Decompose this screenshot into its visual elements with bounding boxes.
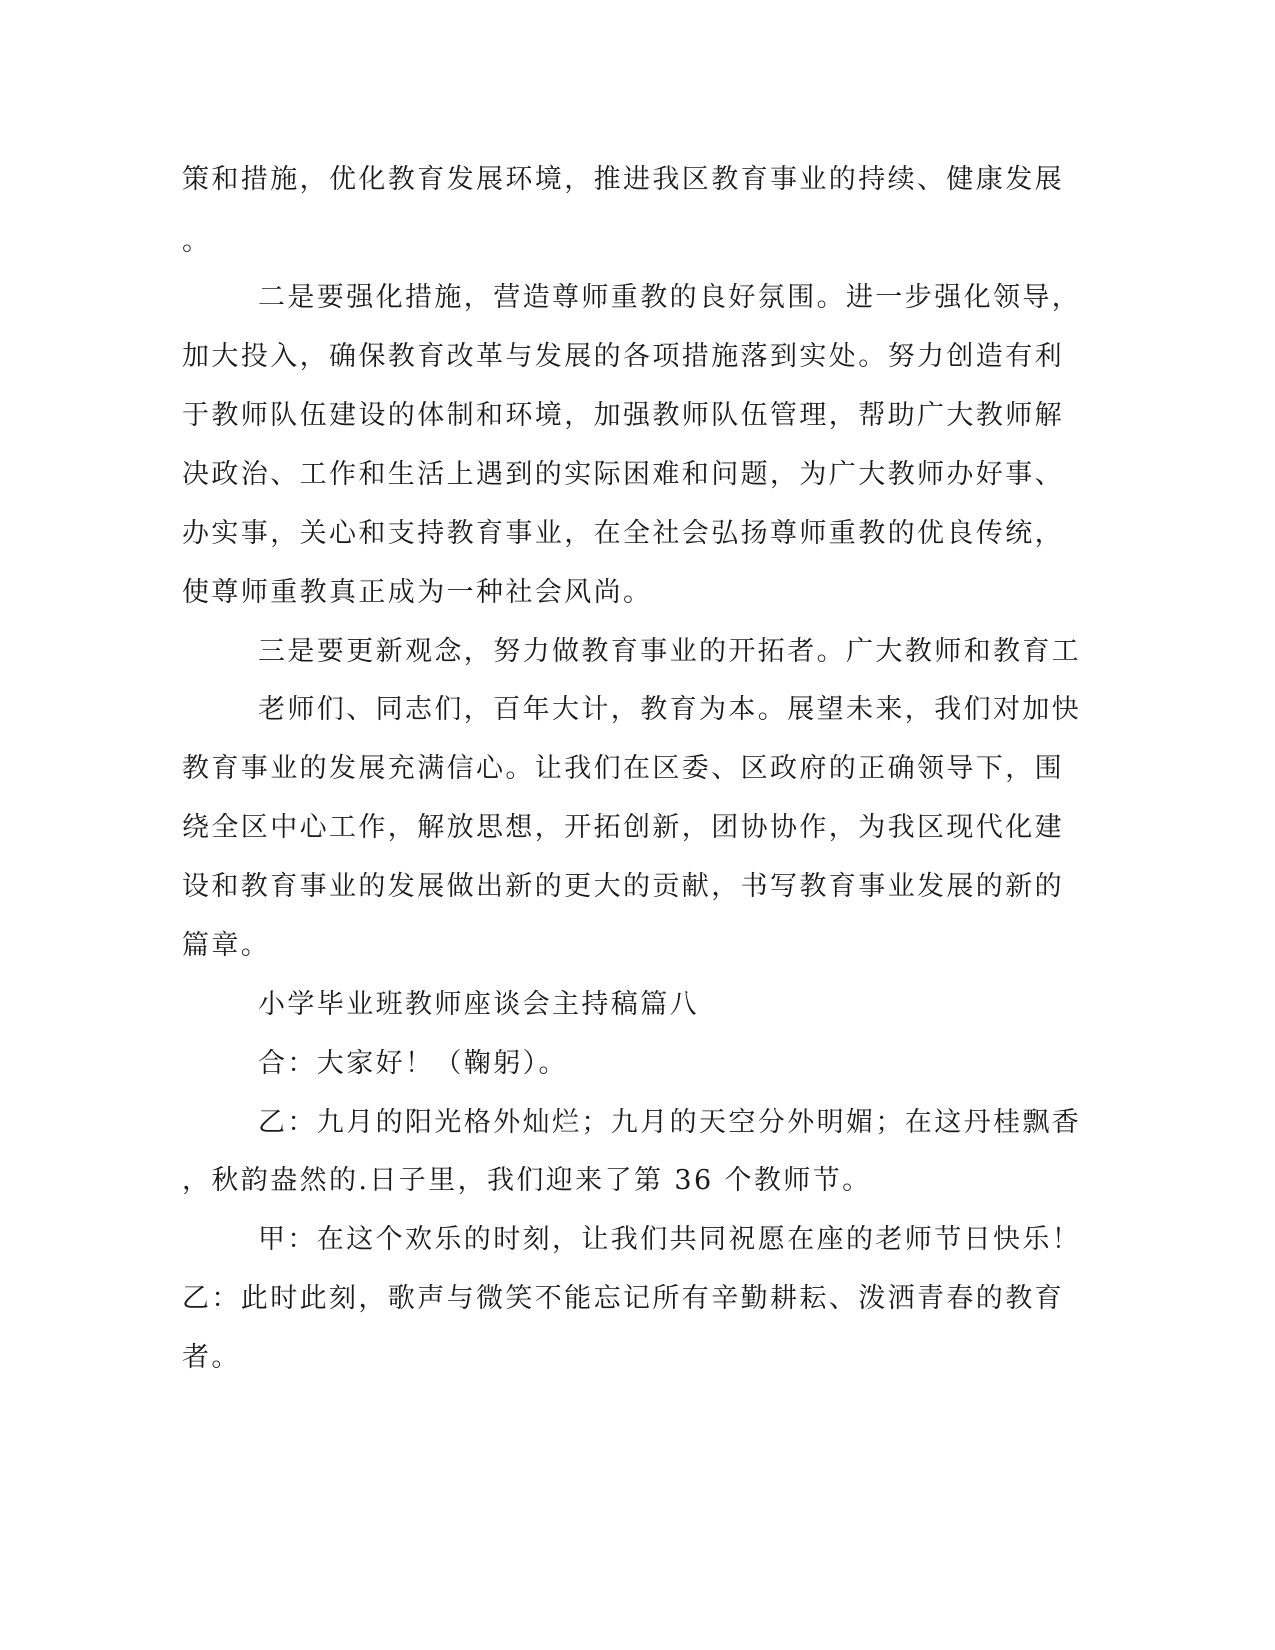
paragraph-start: 乙：九月的阳光格外灿烂；九月的天空分外明媚；在这丹桂飘香 (258, 1107, 1082, 1138)
text-line: 教育事业的发展充满信心。让我们在区委、区政府的正确领导下，围 (182, 753, 1064, 784)
text-line: 策和措施，优化教育发展环境，推进我区教育事业的持续、健康发展 (182, 164, 1064, 195)
text-line: 于教师队伍建设的体制和环境，加强教师队伍管理，帮助广大教师解 (182, 400, 1064, 431)
paragraph-start: 合：大家好！（鞠躬）。 (258, 1048, 568, 1079)
paragraph-start: 老师们、同志们，百年大计，教育为本。展望未来，我们对加快 (258, 694, 1082, 725)
section-heading: 小学毕业班教师座谈会主持稿篇八 (258, 989, 699, 1020)
paragraph-start: 二是要强化措施，营造尊师重教的良好氛围。进一步强化领导， (258, 282, 1082, 313)
text-line: 乙：此时此刻，歌声与微笑不能忘记所有辛勤耕耘、泼洒青春的教育 (182, 1283, 1064, 1314)
text-line: 加大投入，确保教育改革与发展的各项措施落到实处。努力创造有利 (182, 341, 1064, 372)
text-line: 篇章。 (182, 930, 271, 961)
text-line: 绕全区中心工作，解放思想，开拓创新，团协协作，为我区现代化建 (182, 812, 1064, 843)
text-line: 使尊师重教真正成为一种社会风尚。 (182, 577, 653, 608)
paragraph-start: 甲：在这个欢乐的时刻，让我们共同祝愿在座的老师节日快乐！ (258, 1224, 1082, 1255)
text-line: 决政治、工作和生活上遇到的实际困难和问题，为广大教师办好事、 (182, 459, 1064, 490)
text-line: 办实事，关心和支持教育事业，在全社会弘扬尊师重教的优良传统， (182, 518, 1064, 549)
text-line: 设和教育事业的发展做出新的更大的贡献，书写教育事业发展的新的 (182, 871, 1064, 902)
text-line: ，秋韵盎然的.日子里，我们迎来了第 36 个教师节。 (182, 1165, 872, 1196)
text-line: 者。 (182, 1342, 241, 1373)
text-line: 。 (182, 226, 212, 257)
paragraph-start: 三是要更新观念，努力做教育事业的开拓者。广大教师和教育工 (258, 636, 1082, 667)
